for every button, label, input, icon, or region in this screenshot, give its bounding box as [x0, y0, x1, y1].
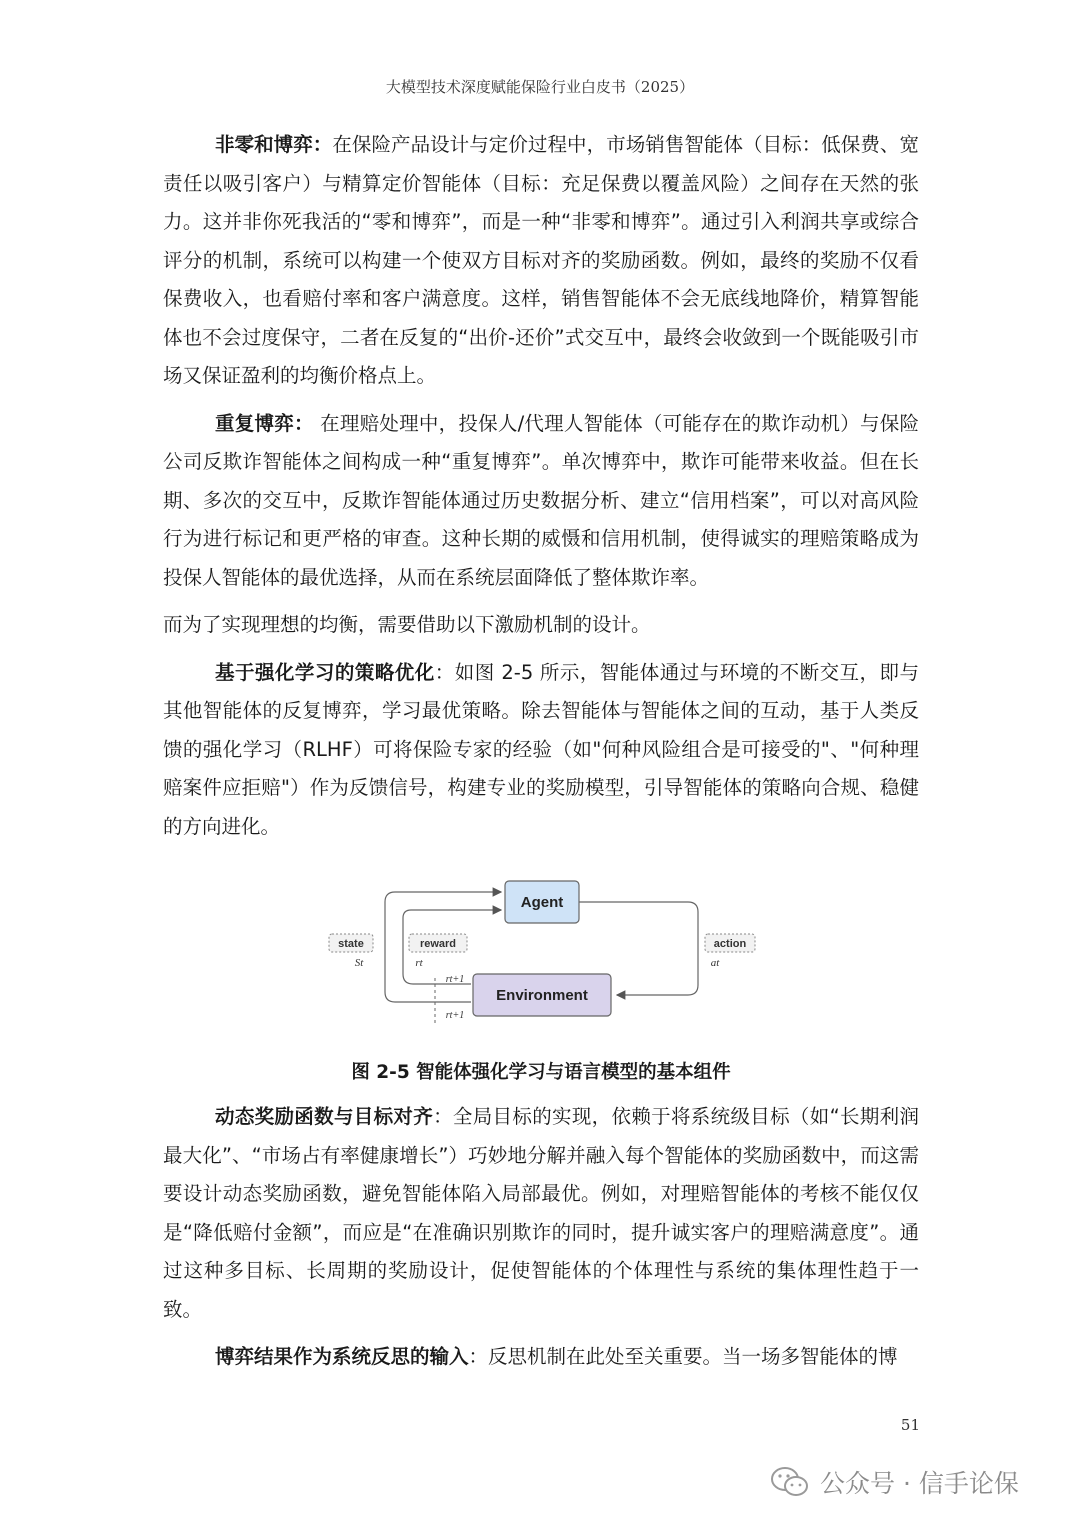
reward-symbol: rt [415, 957, 423, 969]
paragraph-heading: 博弈结果作为系统反思的输入 [215, 1345, 469, 1368]
paragraph-body: ：如图 2-5 所示，智能体通过与环境的不断交互，即与其他智能体的反复博弈，学习最优策略。除去智能体与智能体之间的互动，基于人类反馈的强化学习（RLHF）可将保险专家的经验（如"何种风险组合是可接受的"、"何种理赔案件应拒赔"）作为反馈信号，构建专业的奖励模型，引导智能体的策略向合规、稳健的方向进化。 [163, 660, 919, 838]
paragraph-body: 在理赔处理中，投保人/代理人智能体（可能存在的欺诈动机）与保险公司反欺诈智能体之间构成一种“重复博弈”。单次博弈中，欺诈可能带来收益。但在长期、多次的交互中，反欺诈智能体通过历史数据分析、建立“信用档案”，可以对高风险行为进行标记和更严格的审查。这种长期的威慑和信用机制，使得诚实的理赔策略成为投保人智能体的最优选择，从而在系统层面降低了整体欺诈率。 [163, 411, 919, 589]
action-label: action [713, 938, 747, 950]
state-label: state [338, 938, 364, 950]
watermark [770, 1460, 1019, 1504]
paragraph-heading: 动态奖励函数与目标对齐 [215, 1105, 434, 1128]
rl-loop-diagram [163, 874, 919, 1052]
paragraph-heading: 基于强化学习的策略优化 [215, 660, 435, 684]
next-reward-symbol-2: rt+1 [445, 1010, 465, 1021]
page-content [163, 126, 919, 1386]
page-header: 大模型技术深度赋能保险行业白皮书（2025） [385, 78, 695, 96]
paragraph-dynamic-reward [163, 1098, 919, 1329]
environment-label: Environment [496, 987, 588, 1004]
paragraph-reflection-input [163, 1338, 919, 1377]
paragraph-heading: 非零和博弈： [215, 133, 333, 156]
figure-caption: 图 2-5 智能体强化学习与语言模型的基本组件 [351, 1062, 731, 1083]
paragraph-transition [163, 606, 919, 645]
next-reward-symbol-1: rt+1 [445, 974, 465, 985]
agent-label: Agent [520, 894, 564, 911]
wechat-icon [770, 1465, 810, 1499]
watermark-text: 公众号 · 信手论保 [820, 1469, 1019, 1498]
rl-loop-svg [163, 874, 919, 1052]
paragraph-body: 在保险产品设计与定价过程中，市场销售智能体（目标：低保费、宽责任以吸引客户）与精算定价智能体（目标：充足保费以覆盖风险）之间存在天然的张力。这并非你死我活的“零和博弈”，而是一种“非零和博弈”。通过引入利润共享或综合评分的机制，系统可以构建一个使双方目标对齐的奖励函数。例如，最终的奖励不仅看保费收入，也看赔付率和客户满意度。这样，销售智能体不会无底线地降价，精算智能体也不会过度保守，二者在反复的“出价-还价”式交互中，最终会收敛到一个既能吸引市场又保证盈利的均衡价格点上。 [163, 133, 919, 387]
paragraph-nonzero-sum [163, 126, 919, 396]
paragraph-heading: 重复博弈： [215, 411, 314, 435]
reward-label: reward [419, 938, 457, 950]
paragraph-body: ：反思机制在此处至关重要。当一场多智能体的博 [468, 1345, 898, 1368]
paragraph-body: 而为了实现理想的均衡，需要借助以下激励机制的设计。 [163, 613, 651, 636]
action-symbol: at [710, 957, 720, 969]
paragraph-body: ：全局目标的实现，依赖于将系统级目标（如“长期利润最大化”、“市场占有率健康增长”）巧妙地分解并融入每个智能体的奖励函数中，而这需要设计动态奖励函数，避免智能体陷入局部最优。例如，对理赔智能体的考核不能仅仅是“降低赔付金额”，而应是“在准确识别欺诈的同时，提升诚实客户的理赔满意度”。通过这种多目标、长周期的奖励设计，促使智能体的个体理性与系统的集体理性趋于一致。 [163, 1105, 919, 1321]
state-symbol: St [354, 957, 364, 969]
paragraph-repeated-game [163, 405, 919, 598]
page-number: 51 [900, 1416, 920, 1434]
paragraph-rl-optimization [163, 654, 919, 847]
